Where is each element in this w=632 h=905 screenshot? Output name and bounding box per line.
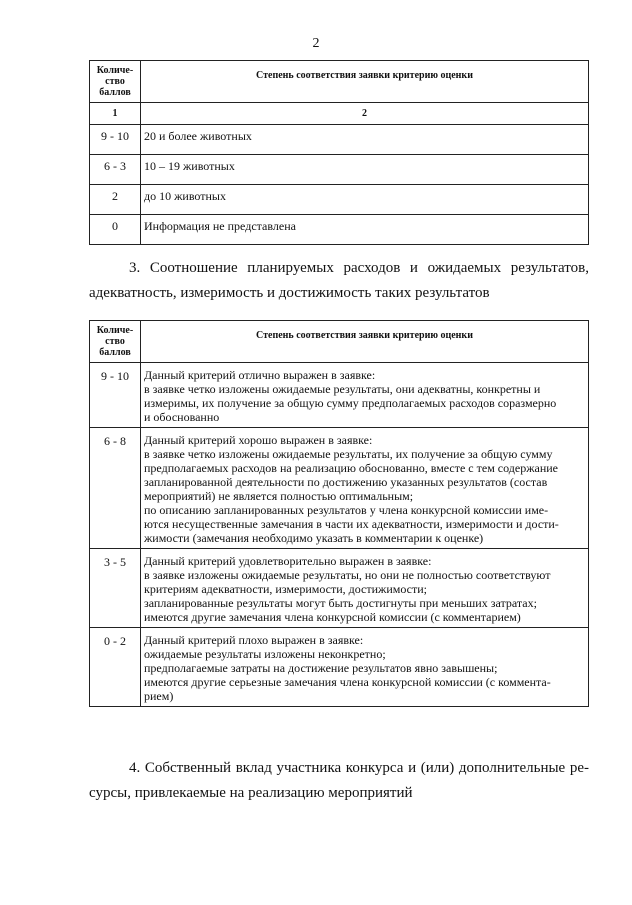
table-row xyxy=(90,363,589,428)
page-number: 2 xyxy=(312,36,320,51)
table-row xyxy=(90,428,589,549)
table-row xyxy=(90,628,589,707)
description-cell: Информация не представлена xyxy=(141,215,589,245)
description-cell: Данный критерий отлично выражен в заявке: в заявке четко изложены ожидаемые результаты, они адекватны, конкретны и измеримы, их получение за общую сумму предполагаемых расходов соразмерно и обоснованно xyxy=(141,363,589,428)
section-3-line-2: адекватность, измеримость и достижимость таких результатов xyxy=(89,285,490,301)
score-cell: 0 - 2 xyxy=(90,628,141,707)
description-cell: 20 и более животных xyxy=(141,125,589,155)
table-row xyxy=(90,549,589,628)
score-column-header: Количе- ство баллов xyxy=(90,61,141,103)
score-cell: 6 - 8 xyxy=(90,428,141,549)
description-cell: Данный критерий удовлетворительно выражен в заявке: в заявке изложены ожидаемые результаты, но они не полностью соответствуют критериям адекватности, измеримости, достижимости; запланированные результаты могут быть достигнуты при меньших затратах; имеются другие замечания члена конкурсной комиссии (с комментарием) xyxy=(141,549,589,628)
score-cell: 9 - 10 xyxy=(90,363,141,428)
score-cell: 2 xyxy=(90,185,141,215)
criteria-table-results xyxy=(89,320,589,707)
description-column-header: Степень соответствия заявки критерию оценки xyxy=(141,321,589,363)
section-4-line-2: сурсы, привлекаемые на реализацию мероприятий xyxy=(89,785,413,801)
table-header-row xyxy=(90,61,589,103)
section-4-heading xyxy=(89,756,589,806)
column-number-row xyxy=(90,103,589,125)
score-column-header: Количе- ство баллов xyxy=(90,321,141,363)
criteria-table-animals xyxy=(89,60,589,245)
table-row xyxy=(90,215,589,245)
table-row xyxy=(90,155,589,185)
column-number-2: 2 xyxy=(141,103,589,125)
table-row xyxy=(90,185,589,215)
score-cell: 9 - 10 xyxy=(90,125,141,155)
section-3-heading xyxy=(89,256,589,306)
table-row xyxy=(90,125,589,155)
description-cell: 10 – 19 животных xyxy=(141,155,589,185)
description-cell: до 10 животных xyxy=(141,185,589,215)
column-number-1: 1 xyxy=(90,103,141,125)
section-4-line-1: 4. Собственный вклад участника конкурса и (или) дополнительные ре- xyxy=(129,760,589,776)
description-cell: Данный критерий хорошо выражен в заявке: в заявке четко изложены ожидаемые результаты, их получение за общую сумму предполагаемых расходов на реализацию обоснованно, вместе с тем содержание запланированной деятельности по достижению указанных результатов (состав мероприятий) не является полностью оптимальным; по описанию запланированных результатов у члена конкурсной комиссии име- ются несущественные замечания в части их адекватности, измеримости и дости- жимости (замечания необходимо указать в комментарии к оценке) xyxy=(141,428,589,549)
score-cell: 3 - 5 xyxy=(90,549,141,628)
section-3-line-1: 3. Соотношение планируемых расходов и ожидаемых результатов, xyxy=(129,260,589,276)
table-header-row xyxy=(90,321,589,363)
score-cell: 0 xyxy=(90,215,141,245)
score-cell: 6 - 3 xyxy=(90,155,141,185)
description-cell: Данный критерий плохо выражен в заявке: ожидаемые результаты изложены неконкретно; предполагаемые затраты на достижение результатов явно завышены; имеются другие серьезные замечания члена конкурсной комиссии (с коммента- рием) xyxy=(141,628,589,707)
description-column-header: Степень соответствия заявки критерию оценки xyxy=(141,61,589,103)
